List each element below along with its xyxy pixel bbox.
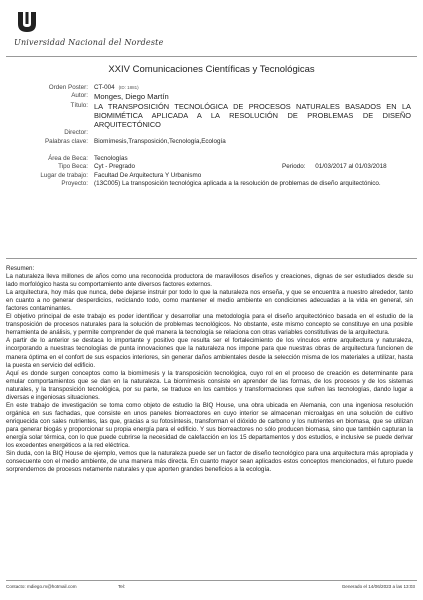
university-logo: [8, 10, 198, 52]
poster-id: (ID: 1881): [118, 85, 139, 90]
resumen-paragraph: La naturaleza lleva millones de años como una reconocida productora de maravillosos diseños y creaciones, dignas de ser estudiados desde su lado morfológico hasta su comportamiento ante diversos factores externos.: [6, 273, 413, 289]
event-title: XXIV Comunicaciones Científicas y Tecnológicas: [108, 64, 315, 75]
resumen-section: [6, 265, 413, 474]
palabras-clave-value: Biomímesis,Transposición,Tecnología,Ecología: [94, 137, 226, 145]
field-palabras-clave: Palabras clave: Biomímesis,Transposición,Tecnología,Ecología: [6, 138, 411, 146]
resumen-paragraph: Sin duda, con la BIQ House de ejemplo, vemos que la naturaleza puede ser un factor de diseño tecnológico para una arquitectura más apropiada y consecuente con el medio ambiente, de una manera más directa. En cuanto mayor sean aplicados estos conceptos mencionados, el futuro puede sorprendernos de procesos netamente naturales y que aporten grandes beneficios a la ecología.: [6, 450, 413, 474]
field-titulo: Título: LA TRANSPOSICIÓN TECNOLÓGICA DE PROCESOS NATURALES BASADOS EN LA BIOMIMÉTICA APLICADA A LA RESOLUCIÓN DE PROBLEMAS DE DISEÑO ARQUITECTÓNICO: [70, 101, 411, 130]
university-emblem-icon: [16, 10, 38, 34]
field-periodo: Periodo: 01/03/2017 al 01/03/2018: [282, 163, 387, 171]
field-proyecto: Proyecto: (13C005) La transposición tecnológica aplicada a la resolución de problemas de diseño arquitectónico.: [6, 180, 411, 188]
footer-contact: Contacto: mdiego.m@hotmail.com: [6, 584, 77, 589]
metadata-fields: [6, 84, 411, 189]
footer-tel: Tel:: [118, 584, 126, 589]
autor-value: Monges, Diego Martín: [94, 92, 169, 102]
resumen-paragraph: En este trabajo de investigación se toma como objeto de estudio la BIQ House, una obra ubicada en Alemania, con una ingeniosa resolución orgánica en sus fachadas, que consiste en unos paneles biorreactores en cuyo interior se almacenan microalgas en una solución de cultivo enriquecida con sales nutrientes, las que, gracias a su fotosíntesis, transforman el dióxido de carbono y los nutrientes en biomasa, que se utilizan para generar biogás y proporcionar su propia energía para el edificio. Y sus biorreactores no sólo producen biomasa, sino que también capturan la energía solar térmica, con lo que puede cubrirse la necesidad de calefacción en los 15 departamentos y dos estudios, e inclusive se puede derivar los excedentes energéticos a la red eléctrica.: [6, 401, 413, 450]
footer-generated: Generado el 14/06/2023 a las 13:03: [341, 584, 415, 589]
footer-divider: [6, 580, 417, 581]
field-tipo-beca: Tipo Beca: Cyt - Pregrado Periodo: 01/03/2017 al 01/03/2018: [6, 163, 411, 171]
field-director: Director:: [64, 129, 88, 137]
resumen-paragraph: A partir de lo anterior se destaca lo importante y positivo que resulta ser el fortalecimiento de los vínculos entre arquitectura y naturaleza, incorporando a nuestras tecnologías de punta innovaciones que la naturaleza nos impone para que nuestras obras de arquitectura funcionen de manera óptima en el confort de sus espacios interiores, sin generar daños ambientales desde la selección misma de los materiales a utilizar, hasta la puesta en servicio del edificio.: [6, 337, 413, 369]
lugar-trabajo-value: Facultad De Arquitectura Y Urbanismo: [94, 171, 202, 179]
tipo-beca-value: Cyt - Pregrado: [94, 163, 135, 171]
field-orden-poster: Orden Poster: CT-004 $^{(ID: 1881)}$: [48, 84, 139, 91]
resumen-paragraph: Aquí es donde surgen conceptos como la biomímesis y la transposición tecnológica, cuyo rol en el proceso de creación es determinante para emular comportamientos que se dan en la naturaleza. La biomímesis consiste en aprender de las formas, de los procesos y de los sistemas naturales, y la transposición tecnológica, por su parte, se traduce en los cambios y transformaciones que sufren las tecnologías, dando lugar a diversas e ingeniosas situaciones.: [6, 369, 413, 401]
header-divider: [6, 56, 417, 57]
periodo-value: 01/03/2017 al 01/03/2018: [315, 163, 387, 171]
resumen-label: Resumen:: [6, 265, 35, 272]
resumen-paragraph: El objetivo principal de este trabajo es poder identificar y desarrollar una metodología para el diseño arquitectónico basada en el estudio de la transposición de procesos naturales para la solución de problemas tecnológicos. No obstante, este mismo concepto se constituye en una posible herramienta de análisis, y permite comprender de qué manera la tecnología se relaciona con otras variables constitutivas de la arquitectura.: [6, 313, 413, 337]
university-name: Universidad Nacional del Nordeste: [14, 38, 164, 47]
area-beca-value: Tecnologías: [94, 155, 128, 163]
resumen-paragraph: La arquitectura, hoy más que nunca, debe dejarse instruir por todo lo que la naturaleza nos enseña, y que se encuentra a nuestro alrededor, tanto en cuanto a no generar desperdicios, reciclando todo, como mantener el medio ambiente en condiciones adecuadas a la vida en general, sin factores contaminantes.: [6, 289, 413, 313]
proyecto-value: (13C005) La transposición tecnológica aplicada a la resolución de problemas de diseño arquitectónico.: [94, 180, 381, 188]
field-area-beca: Área de Beca: Tecnologías: [6, 155, 411, 163]
titulo-value: LA TRANSPOSICIÓN TECNOLÓGICA DE PROCESOS NATURALES BASADOS EN LA BIOMIMÉTICA APLICADA A LA RESOLUCIÓN DE PROBLEMAS DE DISEÑO ARQUITECTÓNICO: [94, 101, 411, 130]
orden-poster-value: CT-004: [94, 84, 115, 91]
field-lugar-trabajo: Lugar de trabajo: Facultad De Arquitectura Y Urbanismo: [6, 172, 411, 180]
field-autor: Autor: Monges, Diego Martín: [6, 92, 411, 101]
section-divider: [6, 258, 417, 259]
